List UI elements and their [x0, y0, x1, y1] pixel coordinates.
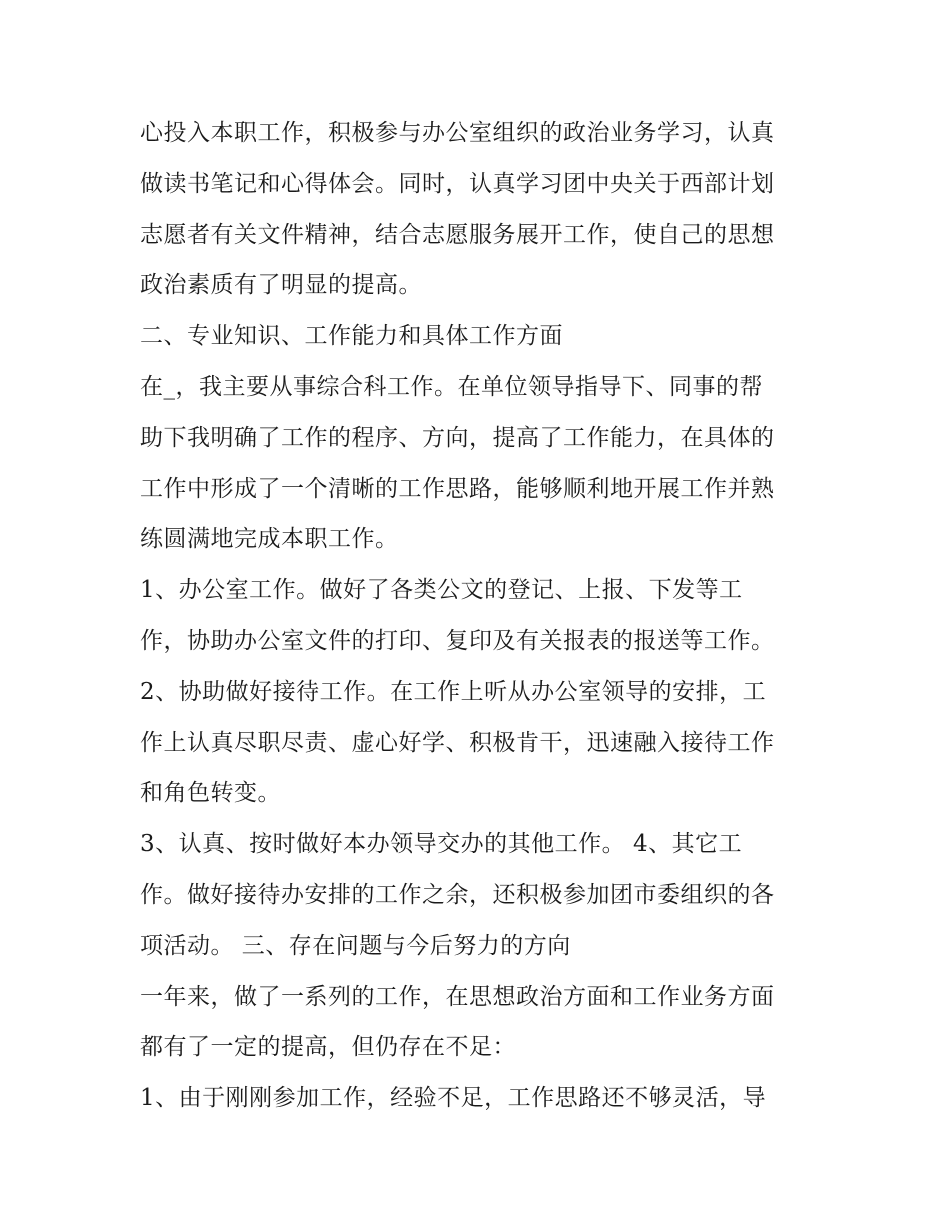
text-line: 练圆满地完成本职工作。 — [140, 526, 399, 553]
text-line: 一年来，做了一系列的工作，在思想政治方面和工作业务方面 — [140, 983, 775, 1010]
text-line: 都有了一定的提高，但仍存在不足： — [140, 1034, 516, 1061]
text-line: 政治素质有了明显的提高。 — [140, 272, 422, 299]
text-line: 助下我明确了工作的程序、方向，提高了工作能力，在具体的 — [140, 424, 775, 451]
document-body — [140, 108, 830, 1124]
section-heading: 二、专业知识、工作能力和具体工作方面 — [140, 323, 563, 350]
text-line: 作。做好接待办安排的工作之余，还积极参加团市委组织的各 — [140, 881, 775, 908]
list-item: 2、协助做好接待工作。在工作上听从办公室领导的安排，工 — [140, 678, 767, 705]
text-line: 工作中形成了一个清晰的工作思路，能够顺利地开展工作并熟 — [140, 475, 775, 502]
text-line: 做读书笔记和心得体会。同时，认真学习团中央关于西部计划 — [140, 170, 775, 197]
text-line: 心投入本职工作，积极参与办公室组织的政治业务学习，认真 — [140, 120, 775, 146]
text-line: 志愿者有关文件精神，结合志愿服务展开工作，使自己的思想 — [140, 221, 775, 248]
list-item: 1、由于刚刚参加工作，经验不足，工作思路还不够灵活，导 — [140, 1085, 767, 1112]
list-item: 1、办公室工作。做好了各类公文的登记、上报、下发等工 — [140, 577, 743, 604]
text-line: 作上认真尽职尽责、虚心好学、积极肯干，迅速融入接待工作 — [140, 729, 775, 756]
list-item: 3、认真、按时做好本办领导交办的其他工作。 4、其它工 — [140, 831, 743, 858]
text-line: 在_，我主要从事综合科工作。在单位领导指导下、同事的帮 — [140, 373, 763, 400]
text-line: 项活动。 三、存在问题与今后努力的方向 — [140, 932, 571, 959]
text-line: 和角色转变。 — [140, 780, 281, 807]
text-line: 作，协助办公室文件的打印、复印及有关报表的报送等工作。 — [140, 627, 775, 654]
